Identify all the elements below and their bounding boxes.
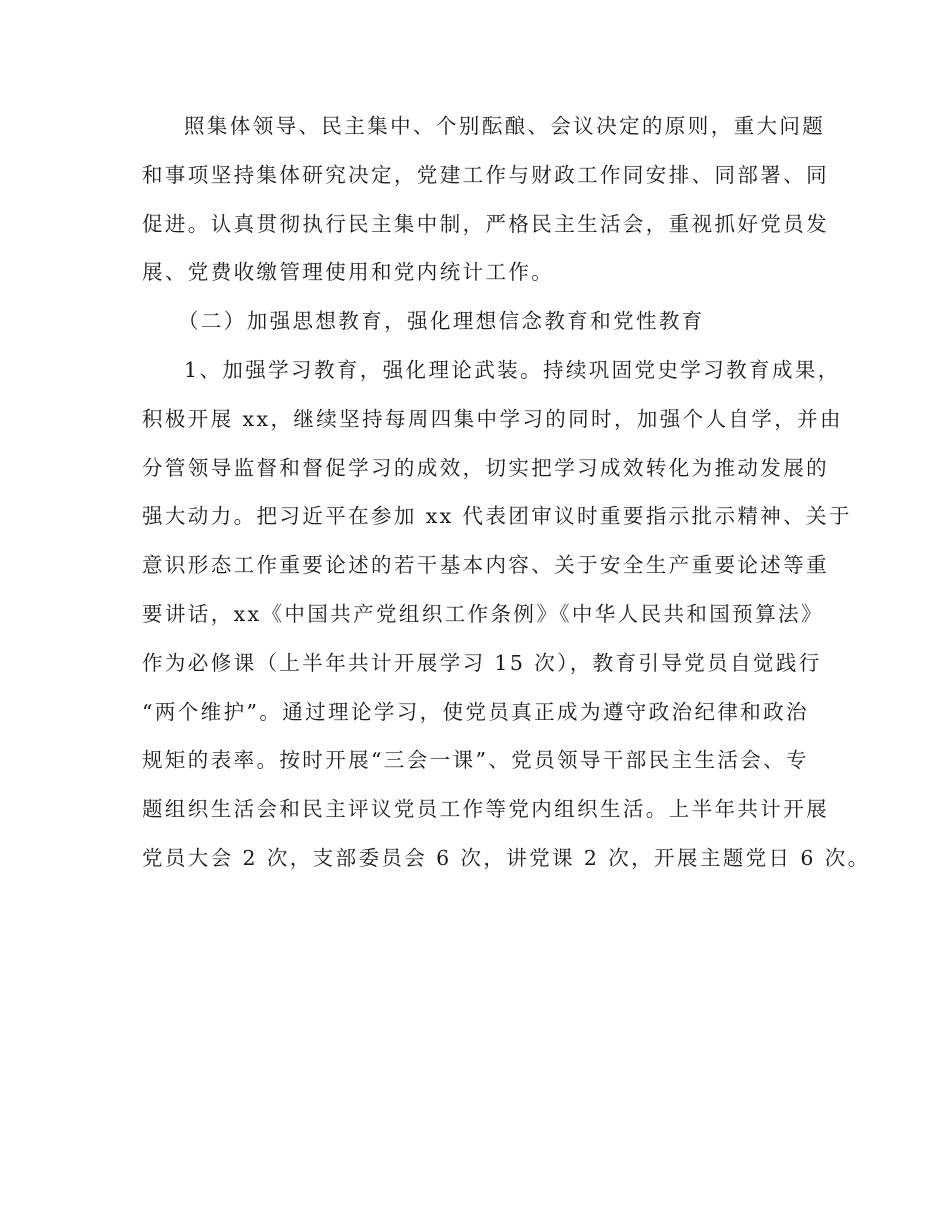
- paragraph-line: 规矩的表率。按时开展“三会一课”、党员领导干部民主生活会、专: [142, 748, 809, 773]
- paragraph-line: 1、加强学习教育，强化理论武装。持续巩固党史学习教育成果，: [184, 358, 841, 382]
- paragraph-line: 展、党费收缴管理使用和党内统计工作。: [142, 260, 555, 285]
- paragraph-party-principles: [142, 102, 829, 297]
- section-heading: [142, 297, 808, 346]
- paragraph-line: 强大动力。把习近平在参加 xx 代表团审议时重要指示批示精神、关于: [142, 504, 852, 529]
- paragraph-line: 和事项坚持集体研究决定，党建工作与财政工作同安排、同部署、同: [142, 162, 829, 187]
- paragraph-line: 促进。认真贯彻执行民主集中制，严格民主生活会，重视抓好党员发: [142, 211, 829, 236]
- paragraph-line: 要讲话，xx《中国共产党组织工作条例》《中华人民共和国预算法》: [142, 601, 824, 626]
- section-heading-text: （二）加强思想教育，强化理想信念教育和党性教育: [178, 309, 705, 333]
- paragraph-line: 分管领导监督和督促学习的成效，切实把学习成效转化为推动发展的: [142, 455, 829, 480]
- paragraph-line: 照集体领导、民主集中、个别酝酿、会议决定的原则，重大问题: [184, 114, 826, 138]
- paragraph-line: 积极开展 xx，继续坚持每周四集中学习的同时，加强个人自学，并由: [142, 406, 843, 431]
- paragraph-line: 党员大会 2 次，支部委员会 6 次，讲党课 2 次，开展主题党日 6 次。: [142, 845, 871, 870]
- paragraph-line: 题组织生活会和民主评议党员工作等党内组织生活。上半年共计开展: [142, 797, 829, 822]
- paragraph-line: 作为必修课（上半年共计开展学习 15 次），教育引导党员自觉践行: [142, 650, 822, 675]
- paragraph-study-education: [142, 346, 871, 883]
- paragraph-line: 意识形态工作重要论述的若干基本内容、关于安全生产重要论述等重: [142, 553, 829, 578]
- paragraph-line: “两个维护”。通过理论学习，使党员真正成为遵守政治纪律和政治: [142, 699, 809, 724]
